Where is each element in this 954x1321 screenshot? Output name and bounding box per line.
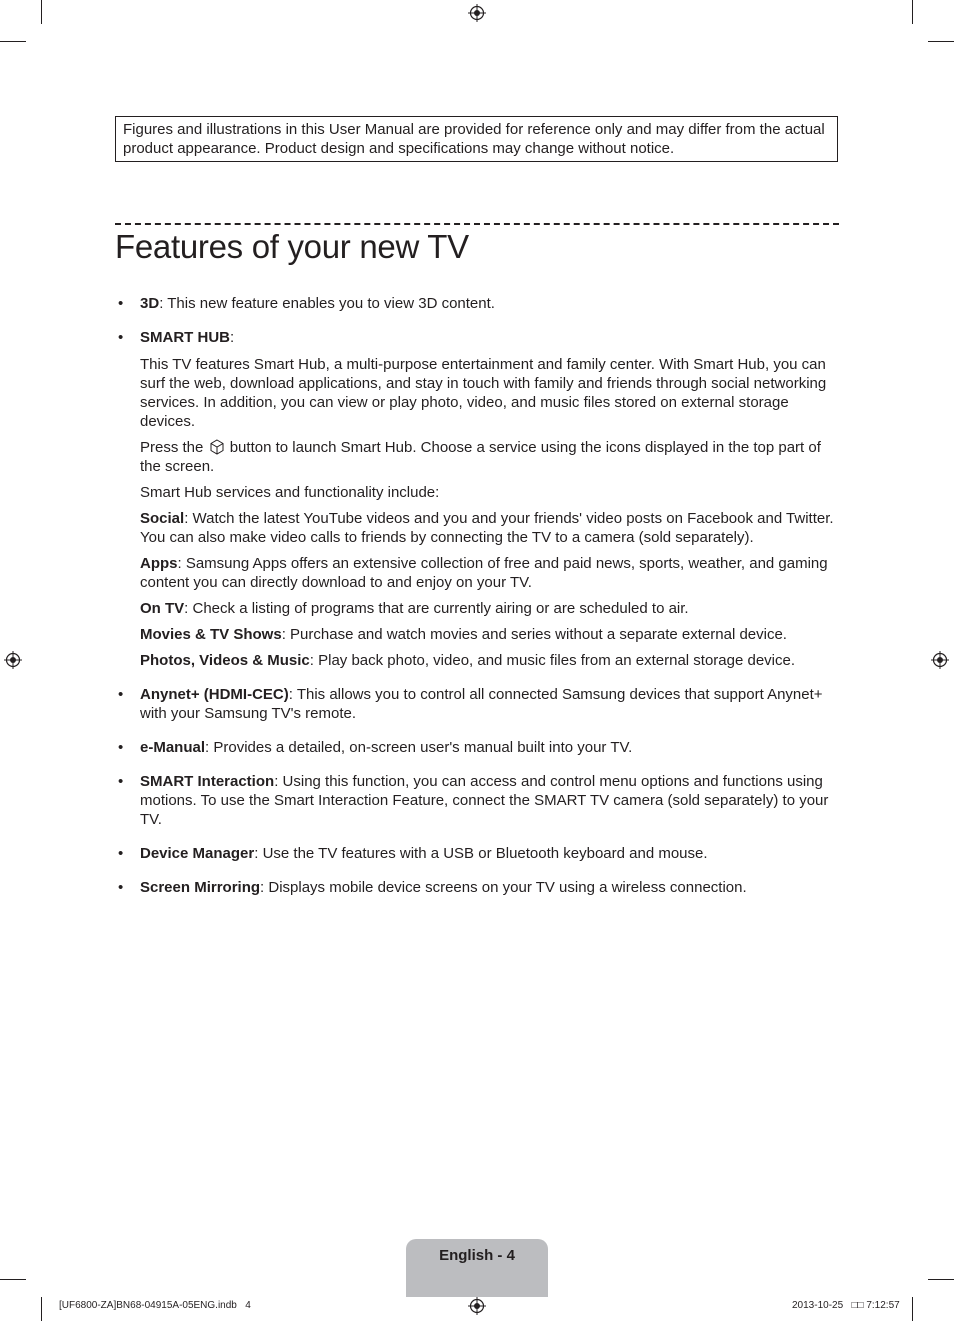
service-social: Social: Watch the latest YouTube videos and you and your friends' video posts on Facebook and Twitter. You can also make video calls to friends by connecting the TV to a camera (sold separately). bbox=[140, 510, 834, 546]
feature-term: SMART HUB bbox=[140, 329, 230, 346]
page-number-tab: English - 4 bbox=[406, 1239, 548, 1297]
smart-hub-intro: This TV features Smart Hub, a multi-purpose entertainment and family center. With Smart Hub, you can surf the web, download applications, and stay in touch with family and friends through social networking services. In addition, you can view or play photo, video, and music files stored on external storage devices. bbox=[140, 356, 827, 430]
list-item-smart-hub bbox=[115, 328, 839, 670]
feature-term: 3D bbox=[140, 295, 160, 312]
list-item-smart-interaction bbox=[115, 772, 839, 829]
feature-term: Anynet+ (HDMI-CEC) bbox=[140, 686, 289, 703]
feature-list bbox=[115, 294, 839, 912]
list-item-device-manager bbox=[115, 844, 839, 863]
feature-desc: : Provides a detailed, on-screen user's manual built into your TV. bbox=[205, 739, 633, 756]
crop-mark bbox=[928, 1279, 954, 1280]
feature-term: Device Manager bbox=[140, 845, 255, 862]
section-divider bbox=[115, 223, 839, 225]
file-slug: [UF6800-ZA]BN68-04915A-05ENG.indb 4 bbox=[59, 1300, 251, 1311]
feature-desc: : This allows you to control all connected Samsung devices that support Anynet+ with your Samsung TV's remote. bbox=[140, 686, 823, 722]
registration-mark-icon bbox=[468, 4, 486, 22]
crop-mark bbox=[41, 0, 42, 24]
page-title: Features of your new TV bbox=[115, 228, 469, 265]
service-apps: Apps: Samsung Apps offers an extensive collection of free and paid news, sports, weather, and gaming content you can directly download to and enjoy on your TV. bbox=[140, 555, 828, 591]
crop-mark bbox=[0, 41, 26, 42]
feature-desc: : Displays mobile device screens on your TV using a wireless connection. bbox=[260, 879, 747, 896]
crop-mark bbox=[0, 1279, 26, 1280]
feature-sep: : bbox=[230, 329, 235, 346]
list-item-emanual bbox=[115, 738, 839, 757]
crop-mark bbox=[41, 1297, 42, 1321]
service-movies: Movies & TV Shows: Purchase and watch movies and series without a separate external device. bbox=[140, 626, 787, 643]
list-item-3d bbox=[115, 294, 839, 313]
crop-mark bbox=[912, 1297, 913, 1321]
feature-desc: : Use the TV features with a USB or Bluetooth keyboard and mouse. bbox=[254, 845, 708, 862]
feature-term: e-Manual bbox=[140, 739, 206, 756]
disclaimer-notice: Figures and illustrations in this User Manual are provided for reference only and may differ from the actual product appearance. Product design and specifications may change without notice. bbox=[115, 116, 838, 162]
feature-desc: : Using this function, you can access and control menu options and functions using motions. To use the Smart Interaction Feature, connect the SMART TV camera (sold separately) to your TV. bbox=[140, 773, 829, 828]
service-on-tv: On TV: Check a listing of programs that are currently airing or are scheduled to air. bbox=[140, 600, 689, 617]
smart-hub-press-line: Press the button to launch Smart Hub. Choose a service using the icons displayed in the top part of the screen. bbox=[140, 439, 821, 475]
crop-mark bbox=[928, 41, 954, 42]
service-photos: Photos, Videos & Music: Play back photo, video, and music files from an external storage device. bbox=[140, 652, 796, 669]
list-item-screen-mirroring bbox=[115, 878, 839, 897]
feature-desc: : This new feature enables you to view 3D content. bbox=[159, 295, 495, 312]
crop-mark bbox=[912, 0, 913, 24]
date-slug: 2013-10-25 □□ 7:12:57 bbox=[792, 1300, 900, 1311]
list-item-anynet bbox=[115, 685, 839, 723]
feature-term: SMART Interaction bbox=[140, 773, 275, 790]
registration-mark-icon bbox=[4, 651, 22, 669]
feature-term: Screen Mirroring bbox=[140, 879, 261, 896]
smart-hub-services-intro: Smart Hub services and functionality include: bbox=[140, 484, 440, 501]
registration-mark-icon bbox=[931, 651, 949, 669]
registration-mark-icon bbox=[468, 1297, 486, 1315]
smart-hub-cube-icon bbox=[210, 439, 224, 455]
